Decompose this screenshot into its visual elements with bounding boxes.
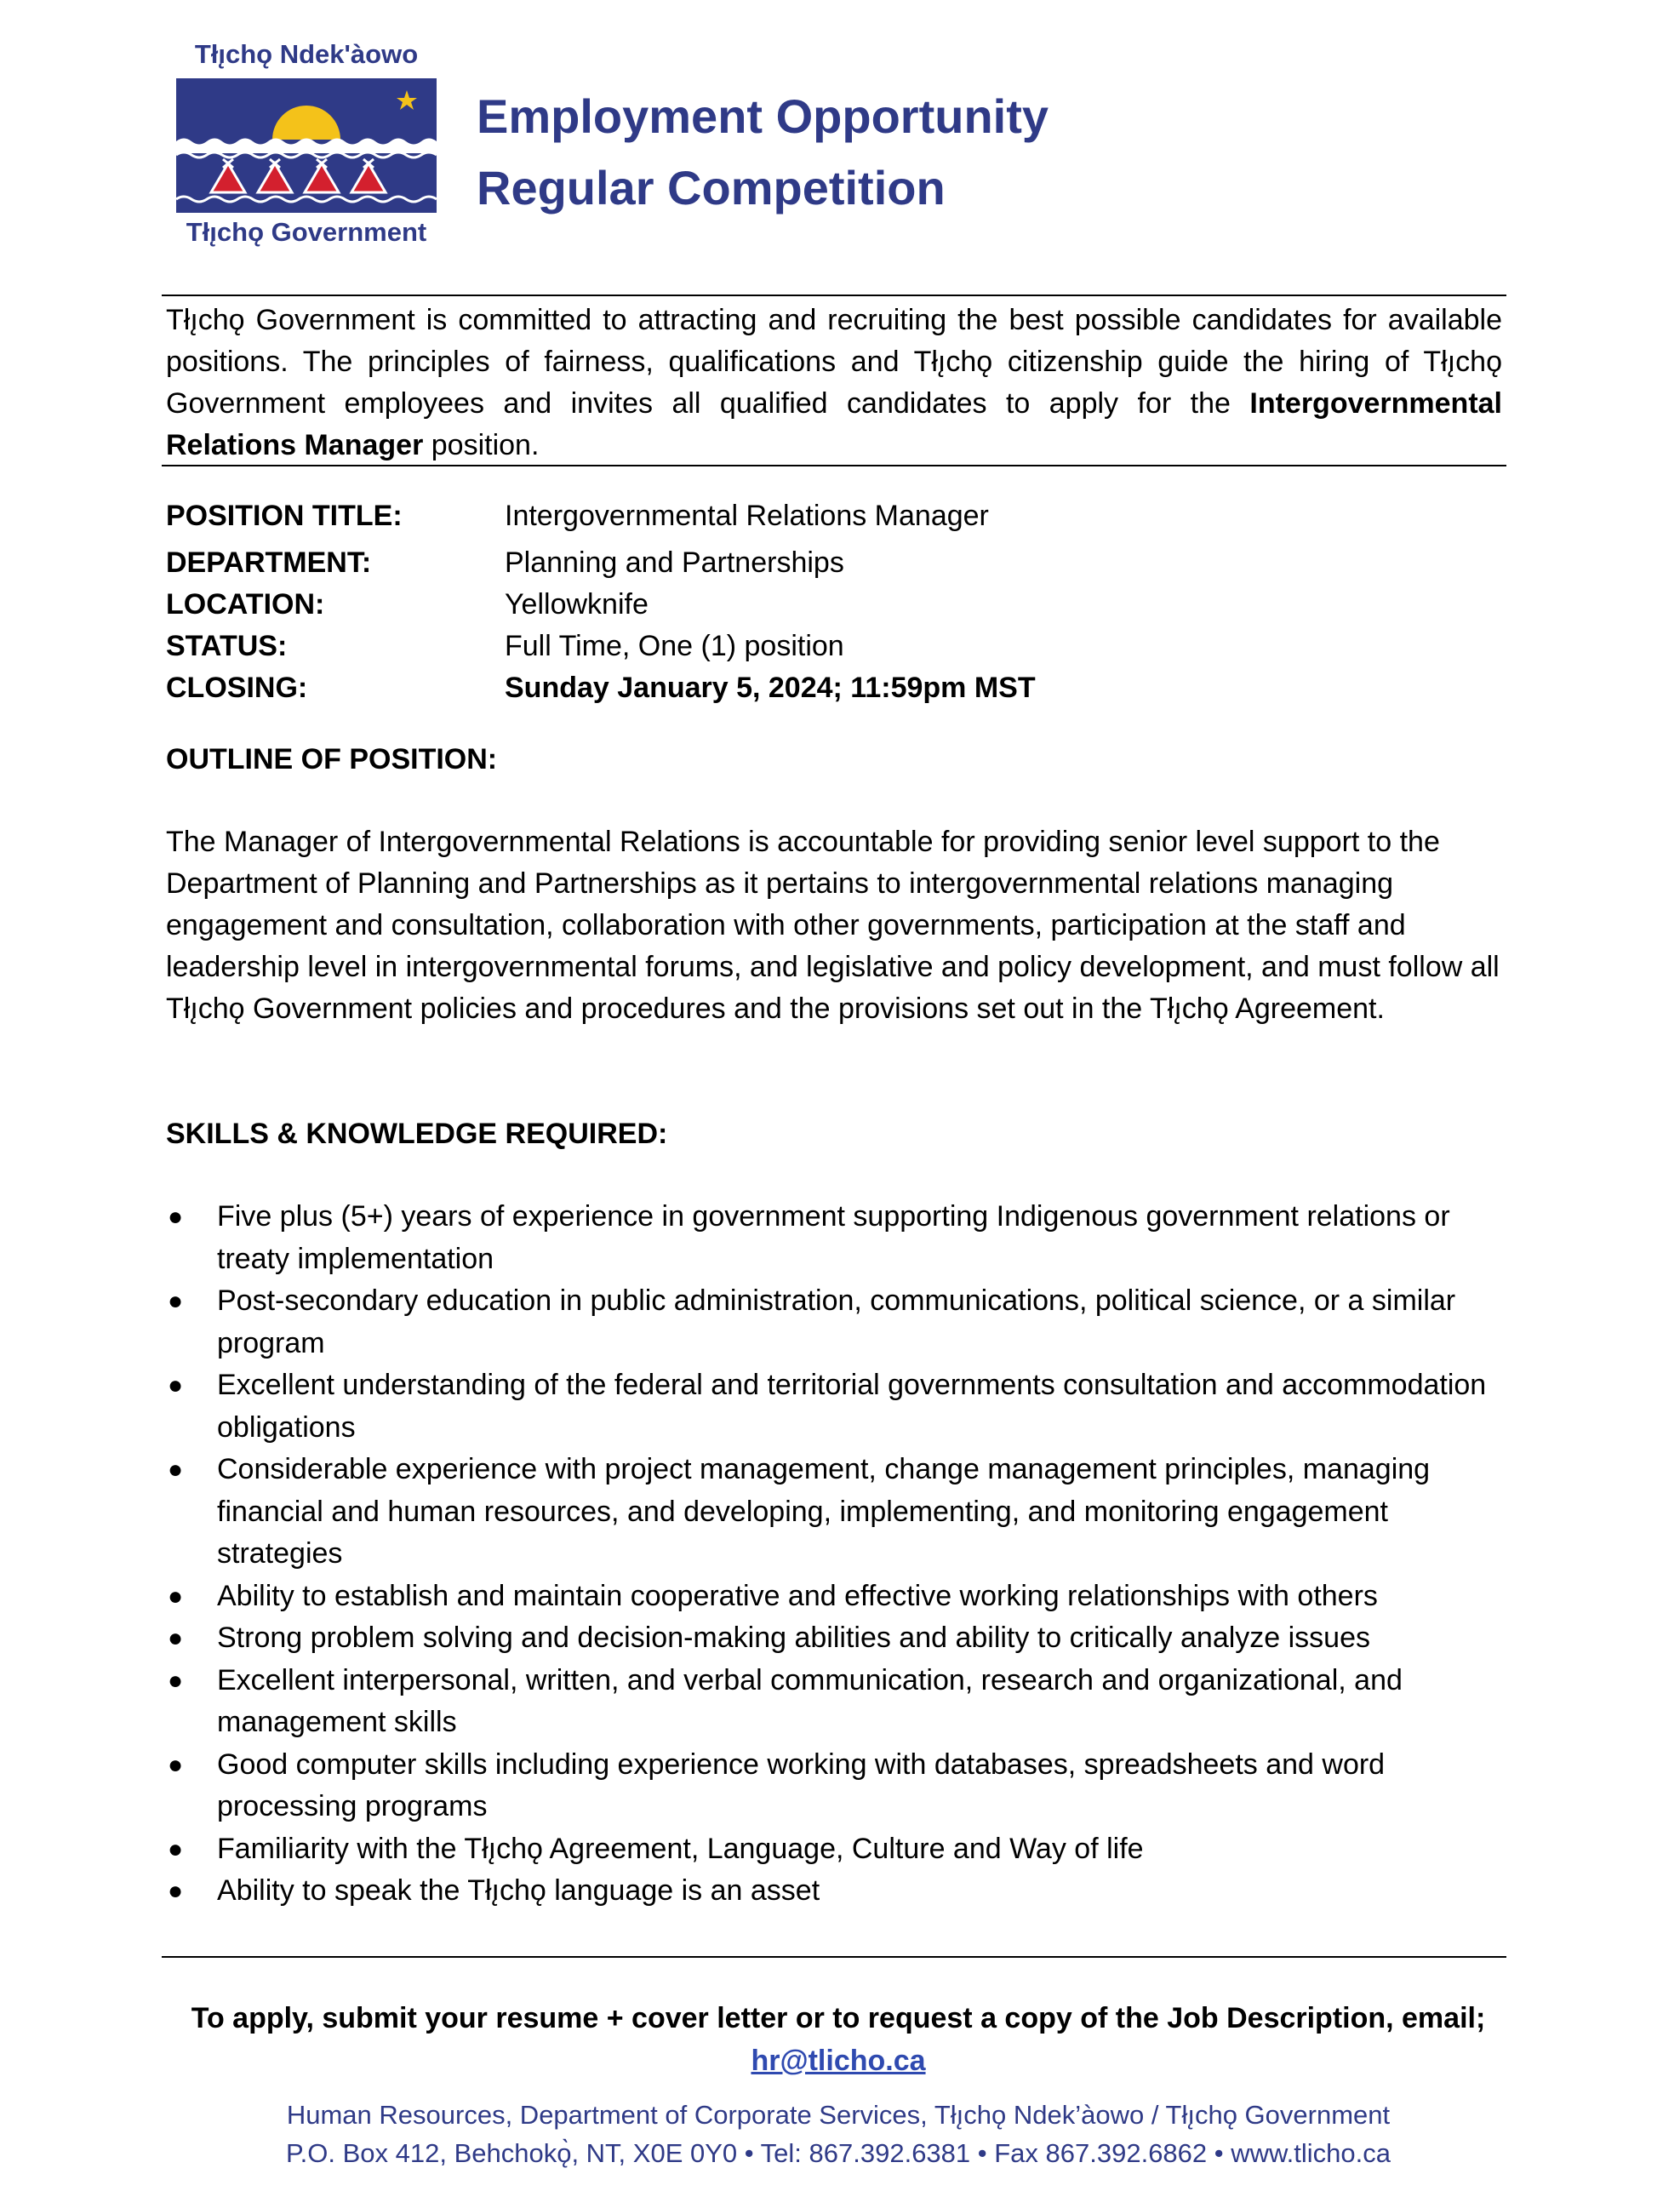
intro-position-name: Intergovernmental Relations Manager [166, 387, 1502, 461]
email-link-container [162, 2040, 1515, 2082]
divider-bottom [162, 1956, 1506, 1958]
list-item [166, 1449, 1519, 1576]
list-item [166, 1280, 1519, 1364]
list-item [166, 1617, 1519, 1660]
apply-instructions: To apply, submit your resume + cover letter or to request a copy of the Job Description, email; [191, 2002, 1486, 2034]
skill-text: Familiarity with the Tłı̨chǫ Agreement, Language, Culture and Way of life [217, 1832, 1144, 1865]
field-value: Intergovernmental Relations Manager [505, 500, 989, 532]
skill-text: Five plus (5+) years of experience in government supporting Indigenous government relations or treaty implementation [217, 1200, 1450, 1275]
list-item [166, 1576, 1519, 1618]
intro-paragraph [166, 300, 1502, 466]
skill-text: Ability to establish and maintain cooperative and effective working relationships with others [217, 1579, 1378, 1612]
divider-top [162, 295, 1506, 296]
email-link[interactable]: hr@tlicho.ca [751, 2045, 926, 2077]
bullet-icon: ● [168, 1456, 184, 1484]
bullet-icon: ● [168, 1666, 184, 1695]
field-value: Yellowknife [505, 588, 649, 621]
field-value: Full Time, One (1) position [505, 630, 844, 662]
contact-line-1: Human Resources, Department of Corporate Services, Tłı̨chǫ Ndek’àowo / Tłı̨chǫ Government [286, 2100, 1391, 2130]
list-item [166, 1870, 1519, 1913]
skills-list [166, 1196, 1519, 1913]
list-item [166, 1196, 1519, 1280]
field-label: STATUS: [166, 630, 288, 662]
skill-text: Good computer skills including experience working with databases, spreadsheets and word processing programs [217, 1748, 1386, 1822]
field-label: LOCATION: [166, 588, 325, 621]
title-employment-opportunity: Employment Opportunity [477, 89, 1049, 143]
field-label: POSITION TITLE: [166, 500, 403, 532]
outline-heading: OUTLINE OF POSITION: [166, 743, 498, 775]
contact-line-2: P.O. Box 412, Behchokǫ̀, NT, X0E 0Y0 • Tel: 867.392.6381 • Fax 867.392.6862 • www.tlicho.ca [285, 2138, 1391, 2168]
skill-text: Strong problem solving and decision-making abilities and ability to critically analyze issues [217, 1622, 1371, 1654]
field-value: Sunday January 5, 2024; 11:59pm MST [505, 672, 1036, 704]
field-closing [166, 667, 1443, 709]
list-item [166, 1744, 1519, 1828]
tlicho-flag-emblem [176, 78, 437, 213]
document-titles [477, 81, 1049, 224]
divider-intro [162, 465, 1506, 466]
field-location [166, 584, 1443, 626]
skill-text: Excellent understanding of the federal and territorial governments consultation and accommodation obligations [217, 1369, 1487, 1444]
field-position-title [166, 495, 1443, 537]
bullet-icon: ● [168, 1371, 184, 1399]
bullet-icon: ● [168, 1750, 184, 1779]
list-item [166, 1660, 1519, 1744]
skill-text: Excellent interpersonal, written, and verbal communication, research and organizational, and management skills [217, 1663, 1403, 1738]
tlicho-government-logo [166, 34, 447, 260]
bullet-icon: ● [168, 1624, 184, 1652]
field-label: CLOSING: [166, 672, 308, 704]
bullet-icon: ● [168, 1287, 184, 1315]
field-value: Planning and Partnerships [505, 546, 844, 579]
list-item [166, 1364, 1519, 1449]
field-label: DEPARTMENT: [166, 546, 372, 579]
outline-paragraph: The Manager of Intergovernmental Relations is accountable for providing senior level support to the Department of Planning and Partnerships as it pertains to intergovernmental relations managing engagement and consultation, collaboration with other governments, participation at the staff and leadership level in intergovernmental forums, and legislative and policy development, and must follow all Tłı̨chǫ Government policies and procedures and the provisions set out in the Tłı̨chǫ Agreement. [166, 826, 1500, 1025]
title-regular-competition: Regular Competition [477, 161, 946, 215]
header [166, 34, 1528, 264]
logo-bottom-text: Tłı̨chǫ Government [186, 217, 427, 247]
bullet-icon: ● [168, 1582, 184, 1610]
bullet-icon: ● [168, 1203, 184, 1231]
skill-text: Considerable experience with project management, change management principles, managing financial and human resources, and developing, implementing, and monitoring engagement strategies [217, 1453, 1431, 1570]
intro-suffix: position. [423, 429, 540, 461]
bullet-icon: ● [168, 1877, 184, 1905]
position-details [166, 495, 1443, 709]
intro-text: Tłı̨chǫ Government is committed to attracting and recruiting the best possible candidates for available positions. The principles of fairness, qualifications and Tłı̨chǫ citizenship guide the hiring of Tłı̨chǫ Government employees and invites all qualified candidates to apply for the [166, 304, 1502, 420]
field-status [166, 626, 1443, 667]
bullet-icon: ● [168, 1834, 184, 1863]
skill-text: Post-secondary education in public administration, communications, political science, or a similar program [217, 1284, 1456, 1359]
logo-top-text: Tłı̨chǫ Ndek'àowo [194, 39, 419, 69]
field-department [166, 542, 1443, 584]
list-item [166, 1828, 1519, 1871]
skill-text: Ability to speak the Tłı̨chǫ language is an asset [217, 1874, 820, 1907]
skills-heading: SKILLS & KNOWLEDGE REQUIRED: [166, 1118, 668, 1150]
